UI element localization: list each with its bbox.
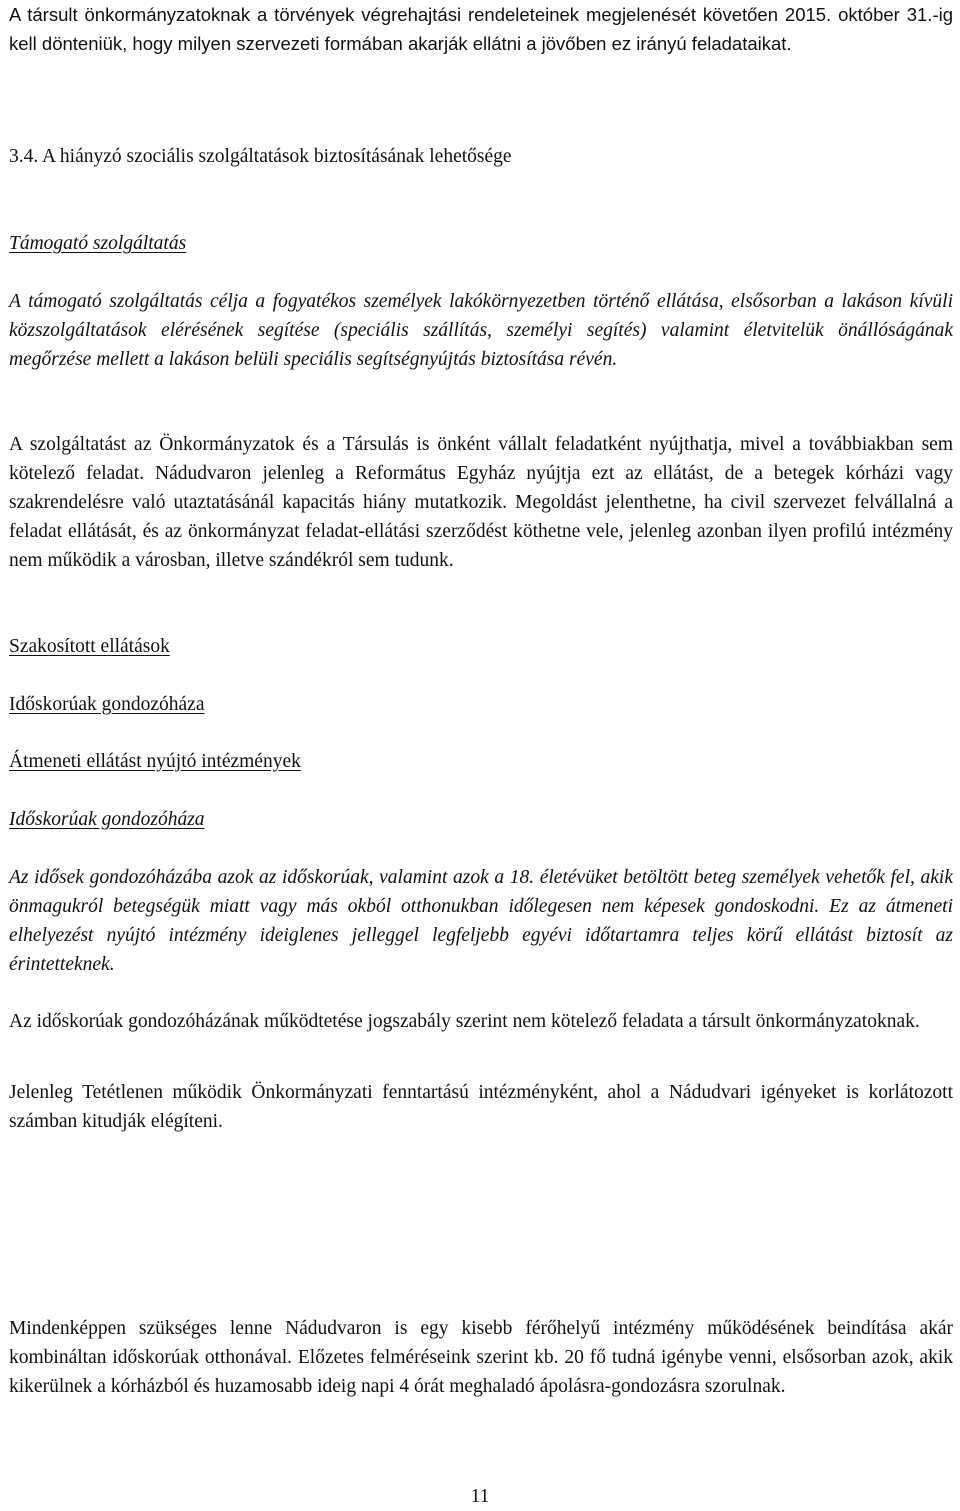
section-heading: 3.4. A hiányzó szociális szolgáltatások biztosításának lehetősége xyxy=(9,146,512,167)
support-service-paragraph-2: A szolgáltatást az Önkormányzatok és a Társulás is önként vállalt feladatként nyújthatja, mivel a továbbiakban sem kötelező feladat. Nádudvaron jelenleg a Református Egyház nyújtja ezt az ellátást, de a betegek kórházi vagy szakrendelésre való utaztatásánál kapacitás hiány mutatkozik. Megoldást jelenthetne, ha civil szervezet felvállalná a feladat ellátását, és az önkormányzat feladat-ellátási szerződést köthetne vele, jelenleg azonban ilyen profilú intézmény nem működik a városban, illetve szándékról sem tudunk. xyxy=(9,434,953,571)
elderly-home-paragraph-3: Jelenleg Tetétlenen működik Önkormányzati fenntartású intézményként, ahol a Nádudvari igényeket is korlátozott számban kitudják elégíteni. xyxy=(9,1082,953,1132)
elderly-home-heading-1: Időskorúak gondozóháza xyxy=(9,694,205,715)
support-service-title: Támogató szolgáltatás xyxy=(9,233,187,254)
elderly-home-italic-paragraph: Az idősek gondozóházába azok az időskorúak, valamint azok a 18. életévüket betöltött beteg személyek vehetők fel, akik önmagukról betegségük miatt vagy más okból otthonukban időlegesen nem képesek gondoskodni. Ez az átmeneti elhelyezést nyújtó intézmény ideiglenes jelleggel legfeljebb egyévi időtartamra teljes körű ellátást biztosít az érintetteknek. xyxy=(9,867,953,975)
intro-paragraph: A társult önkormányzatoknak a törvények végrehajtási rendeleteinek megjelenését követően 2015. október 31.-ig kell dönteniük, hogy milyen szervezeti formában akarják ellátni a jövőben ez irányú feladataikat. xyxy=(9,4,953,54)
elderly-home-paragraph-2: Az időskorúak gondozóházának működtetése jogszabály szerint nem kötelező feladata a társult önkormányzatoknak. xyxy=(9,1011,920,1032)
page-number: 11 xyxy=(470,1486,490,1507)
temporary-care-heading: Átmeneti ellátást nyújtó intézmények xyxy=(9,751,301,772)
support-service-paragraph: A támogató szolgáltatás célja a fogyatékos személyek lakókörnyezetben történő ellátása, elsősorban a lakáson kívüli közszolgáltatások elérésének segítése (speciális szállítás, személyi segítés) valamint életvitelük önállóságának megőrzése mellett a lakáson belüli speciális segítségnyújtás biztosítása révén. xyxy=(9,291,953,370)
elderly-home-heading-2: Időskorúak gondozóháza xyxy=(9,809,205,830)
closing-paragraph: Mindenképpen szükséges lenne Nádudvaron is egy kisebb férőhelyű intézmény működésének beindítása akár kombináltan időskorúak otthonával. Előzetes felméréseink szerint kb. 20 fő tudná igénybe venni, elsősorban azok, akik kikerülnek a kórházból és huzamosabb ideig napi 4 órát meghaladó ápolásra-gondozásra szorulnak. xyxy=(9,1318,953,1397)
specialized-care-heading: Szakosított ellátások xyxy=(9,636,170,657)
